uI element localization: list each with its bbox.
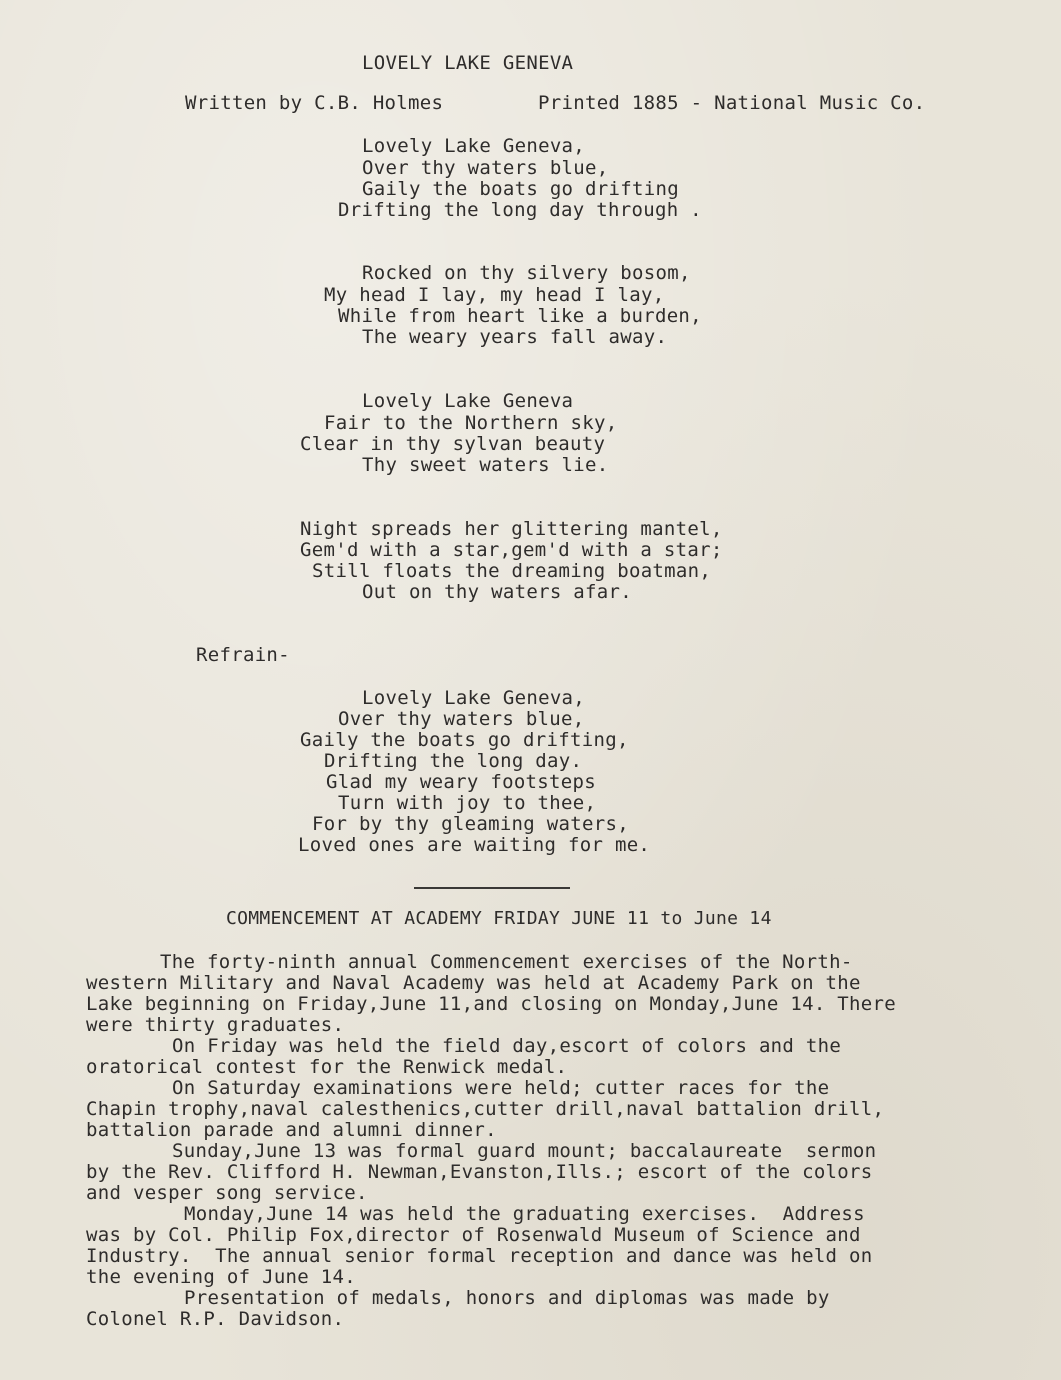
commencement-line: western Military and Naval Academy was held at Academy Park on the — [86, 972, 861, 994]
commencement-line: Presentation of medals, honors and diplomas was made by — [184, 1287, 830, 1309]
refrain-label: Refrain- — [196, 644, 290, 666]
commencement-line: Lake beginning on Friday,June 11,and closing on Monday,June 14. There — [86, 993, 896, 1015]
refrain-line: Turn with joy to thee, — [338, 792, 597, 814]
commencement-line: Chapin trophy,naval calesthenics,cutter drill,naval battalion drill, — [86, 1098, 885, 1120]
verse1-line: Drifting the long day through . — [338, 199, 702, 221]
section-divider — [414, 887, 570, 889]
commencement-line: The forty-ninth annual Commencement exercises of the North- — [160, 951, 853, 973]
commencement-line: were thirty graduates. — [86, 1014, 345, 1036]
commencement-line: was by Col. Philip Fox,director of Rosenwald Museum of Science and — [86, 1224, 861, 1246]
commencement-line: and vesper song service. — [86, 1182, 368, 1204]
refrain-line: Drifting the long day. — [324, 750, 583, 772]
verse4-line: Gem'd with a star,gem'd with a star; — [300, 539, 723, 561]
commencement-line: by the Rev. Clifford H. Newman,Evanston,Ills.; escort of the colors — [86, 1161, 873, 1183]
refrain-line: For by thy gleaming waters, — [312, 813, 629, 835]
commencement-line: Monday,June 14 was held the graduating exercises. Address — [184, 1203, 865, 1225]
written-by-credit: Written by C.B. Holmes — [185, 92, 444, 114]
refrain-line: Lovely Lake Geneva, — [362, 687, 586, 709]
refrain-line: Loved ones are waiting for me. — [298, 834, 651, 856]
verse1-line: Over thy waters blue, — [362, 157, 609, 179]
verse2-line: The weary years fall away. — [362, 326, 668, 348]
commencement-line: On Friday was held the field day,escort of colors and the — [172, 1035, 842, 1057]
verse4-line: Still floats the dreaming boatman, — [312, 560, 712, 582]
verse1-line: Gaily the boats go drifting — [362, 178, 679, 200]
verse2-line: While from heart like a burden, — [338, 305, 702, 327]
commencement-line: oratorical contest for the Renwick medal. — [86, 1056, 568, 1078]
commencement-line: Colonel R.P. Davidson. — [86, 1308, 345, 1330]
commencement-line: On Saturday examinations were held; cutter races for the — [172, 1077, 830, 1099]
refrain-line: Glad my weary footsteps — [326, 771, 596, 793]
commencement-line: battalion parade and alumni dinner. — [86, 1119, 497, 1141]
verse3-line: Thy sweet waters lie. — [362, 454, 609, 476]
verse3-line: Clear in thy sylvan beauty — [300, 433, 606, 455]
verse1-line: Lovely Lake Geneva, — [362, 135, 586, 157]
verse2-line: Rocked on thy silvery bosom, — [362, 262, 691, 284]
commencement-heading: COMMENCEMENT AT ACADEMY FRIDAY JUNE 11 to June 14 — [226, 908, 772, 929]
song-title: LOVELY LAKE GENEVA — [362, 52, 574, 74]
verse2-line: My head I lay, my head I lay, — [324, 284, 665, 306]
commencement-line: Sunday,June 13 was formal guard mount; baccalaureate sermon — [172, 1140, 877, 1162]
commencement-line: the evening of June 14. — [86, 1266, 356, 1288]
verse3-line: Lovely Lake Geneva — [362, 390, 574, 412]
commencement-line: Industry. The annual senior formal reception and dance was held on — [86, 1245, 873, 1267]
refrain-line: Over thy waters blue, — [338, 708, 585, 730]
verse4-line: Night spreads her glittering mantel, — [300, 518, 723, 540]
verse4-line: Out on thy waters afar. — [362, 581, 632, 603]
verse3-line: Fair to the Northern sky, — [324, 412, 618, 434]
printed-credit: Printed 1885 - National Music Co. — [538, 92, 926, 114]
refrain-line: Gaily the boats go drifting, — [300, 729, 629, 751]
